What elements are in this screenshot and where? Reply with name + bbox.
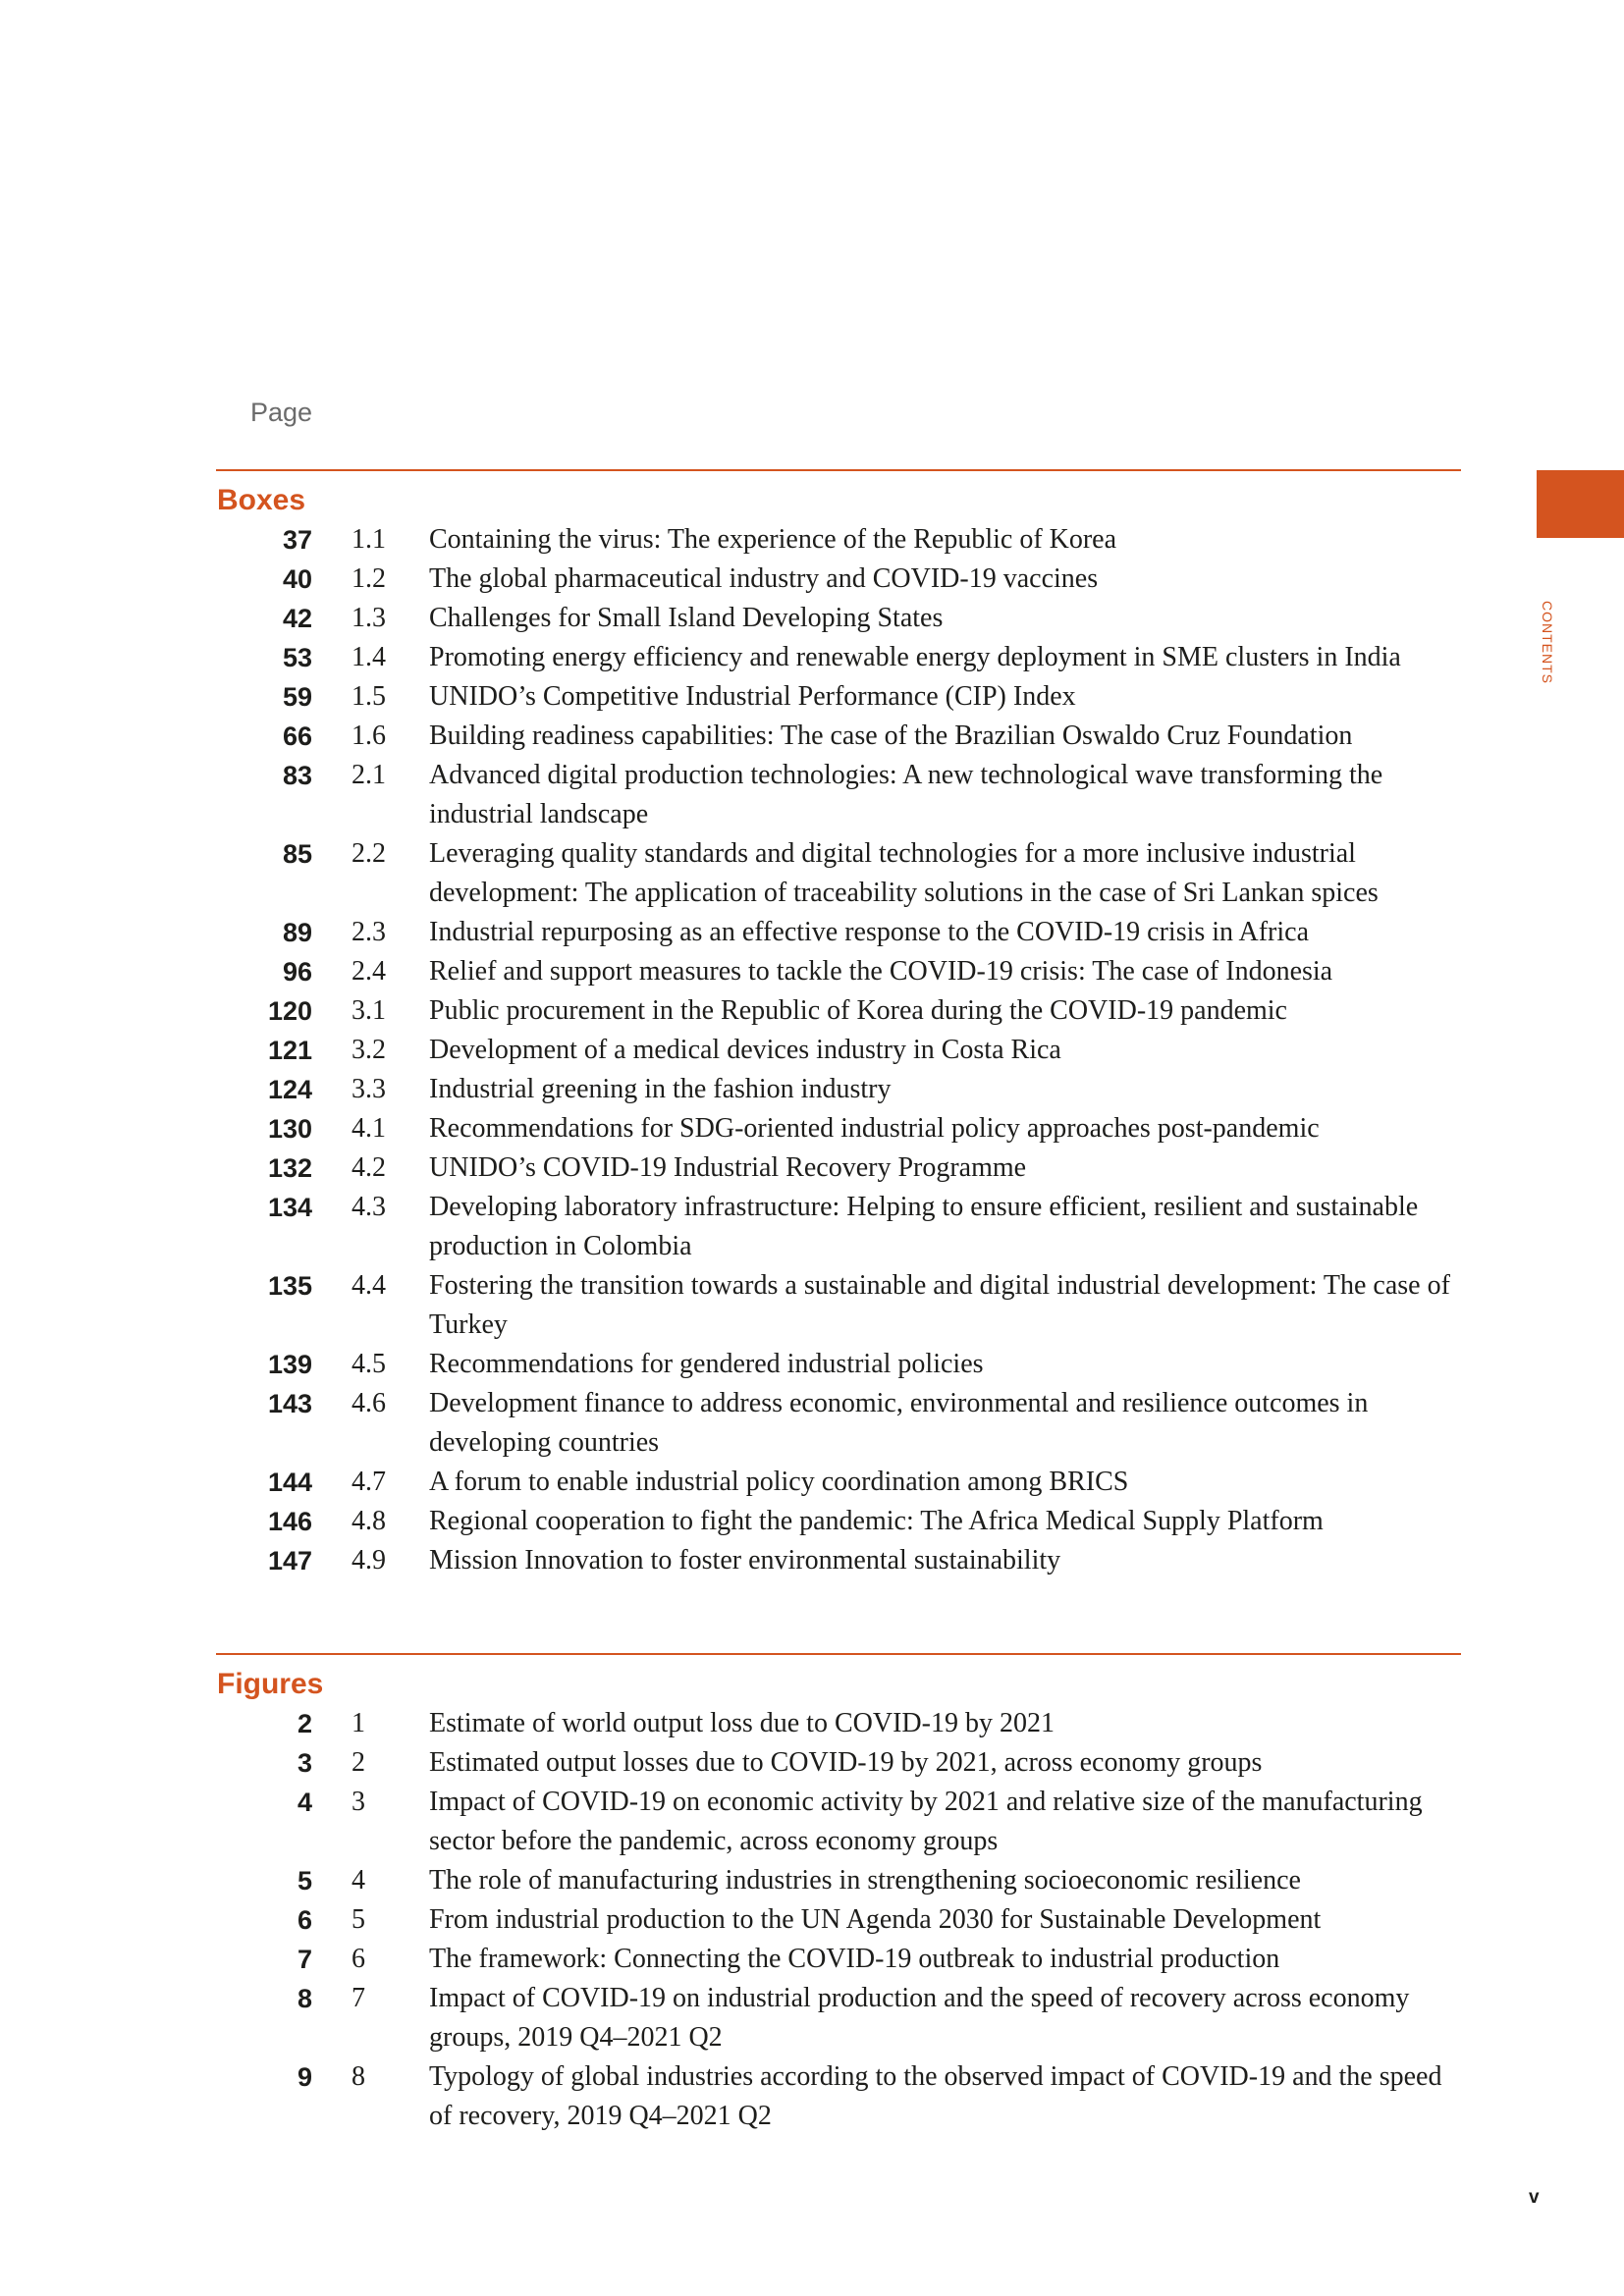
toc-entry[interactable] xyxy=(0,520,1624,560)
toc-entry[interactable] xyxy=(0,1031,1624,1070)
toc-entry[interactable] xyxy=(0,717,1624,756)
toc-entry-title: Containing the virus: The experience of the Republic of Korea xyxy=(429,524,1117,555)
toc-entry-page: 89 xyxy=(282,918,312,947)
toc-entry-title: Building readiness capabilities: The case of the Brazilian Oswaldo Cruz Foundation xyxy=(429,721,1353,751)
toc-entry-title: Advanced digital production technologies: A new technological wave transforming the industrial landscape xyxy=(429,760,1383,829)
toc-entry-page: 135 xyxy=(267,1271,312,1301)
toc-entry-title: Recommendations for gendered industrial policies xyxy=(429,1349,984,1379)
toc-entry-title: Development finance to address economic, environmental and resilience outcomes in developing countries xyxy=(429,1388,1369,1458)
toc-entry-page: 130 xyxy=(267,1114,312,1144)
toc-entry-title: Estimated output losses due to COVID-19 by 2021, across economy groups xyxy=(429,1747,1263,1778)
toc-entry-number: 2.4 xyxy=(352,956,386,987)
toc-entry-title: Regional cooperation to fight the pandemic: The Africa Medical Supply Platform xyxy=(429,1506,1324,1536)
toc-entry-page: 85 xyxy=(282,839,312,869)
toc-entry-page: 139 xyxy=(267,1350,312,1379)
toc-entry-page: 37 xyxy=(282,525,312,555)
toc-entry-number: 4.5 xyxy=(352,1349,386,1379)
toc-entry-page: 146 xyxy=(267,1507,312,1536)
toc-entry[interactable] xyxy=(0,1743,1624,1783)
boxes-divider xyxy=(216,469,1461,471)
boxes-heading: Boxes xyxy=(217,484,306,516)
toc-entry-number: 3.2 xyxy=(352,1035,386,1065)
toc-entry-page: 2 xyxy=(297,1709,312,1738)
toc-entry-number: 6 xyxy=(352,1944,365,1974)
toc-entry-title: The global pharmaceutical industry and COVID-19 vaccines xyxy=(429,563,1099,594)
toc-entry[interactable] xyxy=(0,1070,1624,1109)
toc-entry[interactable] xyxy=(0,1704,1624,1743)
toc-entry-number: 7 xyxy=(352,1983,365,2013)
toc-entry-page: 59 xyxy=(282,682,312,712)
toc-entry-number: 5 xyxy=(352,1904,365,1935)
toc-entry-number: 2.1 xyxy=(352,760,386,790)
toc-entry[interactable] xyxy=(0,1266,1624,1345)
figures-divider xyxy=(216,1653,1461,1655)
toc-entry-page: 9 xyxy=(297,2062,312,2092)
toc-entry-page: 8 xyxy=(297,1984,312,2013)
toc-entry-title: Recommendations for SDG-oriented industrial policy approaches post-pandemic xyxy=(429,1113,1320,1144)
toc-entry-title: Leveraging quality standards and digital technologies for a more inclusive industrial development: The application of traceability solutions in the case of Sri Lankan spices xyxy=(429,838,1379,908)
toc-entry[interactable] xyxy=(0,1463,1624,1502)
toc-entry-number: 4 xyxy=(352,1865,365,1896)
toc-entry-page: 132 xyxy=(267,1153,312,1183)
toc-entry[interactable] xyxy=(0,638,1624,677)
toc-entry-title: Relief and support measures to tackle the COVID-19 crisis: The case of Indonesia xyxy=(429,956,1333,987)
toc-entry-number: 4.8 xyxy=(352,1506,386,1536)
toc-entry[interactable] xyxy=(0,756,1624,834)
toc-entry-number: 4.3 xyxy=(352,1192,386,1222)
toc-entry-title: Fostering the transition towards a sustainable and digital industrial development: The case of Turkey xyxy=(429,1270,1450,1340)
toc-entry-title: Promoting energy efficiency and renewable energy deployment in SME clusters in India xyxy=(429,642,1401,672)
toc-entry-number: 4.9 xyxy=(352,1545,386,1575)
toc-entry[interactable] xyxy=(0,913,1624,952)
toc-entry[interactable] xyxy=(0,1109,1624,1148)
toc-entry-title: Developing laboratory infrastructure: Helping to ensure efficient, resilient and sustainable production in Colombia xyxy=(429,1192,1419,1261)
toc-entry-page: 121 xyxy=(267,1036,312,1065)
toc-entry-number: 2 xyxy=(352,1747,365,1778)
toc-entry-number: 4.7 xyxy=(352,1467,386,1497)
toc-entry[interactable] xyxy=(0,1900,1624,1940)
toc-entry-title: The role of manufacturing industries in strengthening socioeconomic resilience xyxy=(429,1865,1301,1896)
toc-entry-number: 2.3 xyxy=(352,917,386,947)
toc-entry-title: Impact of COVID-19 on industrial production and the speed of recovery across economy groups, 2019 Q4–2021 Q2 xyxy=(429,1983,1410,2053)
toc-entry-page: 134 xyxy=(267,1193,312,1222)
toc-entry[interactable] xyxy=(0,1861,1624,1900)
toc-entry[interactable] xyxy=(0,677,1624,717)
toc-entry-title: UNIDO’s Competitive Industrial Performance (CIP) Index xyxy=(429,681,1076,712)
toc-entry-title: UNIDO’s COVID-19 Industrial Recovery Programme xyxy=(429,1152,1027,1183)
toc-entry-title: Typology of global industries according to the observed impact of COVID-19 and the speed of recovery, 2019 Q4–2021 Q2 xyxy=(429,2061,1442,2131)
toc-entry-page: 40 xyxy=(282,564,312,594)
toc-entry[interactable] xyxy=(0,834,1624,913)
toc-entry[interactable] xyxy=(0,1148,1624,1188)
toc-entry-number: 1.3 xyxy=(352,603,386,633)
boxes-list xyxy=(0,520,1624,1580)
toc-entry-title: From industrial production to the UN Agenda 2030 for Sustainable Development xyxy=(429,1904,1322,1935)
toc-entry-page: 5 xyxy=(297,1866,312,1896)
toc-entry-title: Industrial repurposing as an effective response to the COVID-19 crisis in Africa xyxy=(429,917,1310,947)
toc-entry-page: 124 xyxy=(267,1075,312,1104)
toc-entry[interactable] xyxy=(0,1541,1624,1580)
toc-entry[interactable] xyxy=(0,1188,1624,1266)
toc-entry-number: 4.1 xyxy=(352,1113,386,1144)
toc-entry-title: Impact of COVID-19 on economic activity by 2021 and relative size of the manufacturing sector before the pandemic, across economy groups xyxy=(429,1787,1423,1856)
toc-entry-number: 3.1 xyxy=(352,995,386,1026)
toc-entry-number: 8 xyxy=(352,2061,365,2092)
toc-entry-title: Development of a medical devices industry in Costa Rica xyxy=(429,1035,1061,1065)
toc-entry-page: 147 xyxy=(267,1546,312,1575)
toc-entry-page: 4 xyxy=(297,1788,312,1817)
toc-entry-page: 7 xyxy=(297,1945,312,1974)
figures-heading: Figures xyxy=(217,1668,324,1700)
toc-entry[interactable] xyxy=(0,2057,1624,2136)
toc-entry-number: 3 xyxy=(352,1787,365,1817)
toc-entry-page: 96 xyxy=(282,957,312,987)
contents-tab-marker xyxy=(1537,470,1624,538)
toc-entry-page: 120 xyxy=(267,996,312,1026)
toc-entry-title: Public procurement in the Republic of Korea during the COVID-19 pandemic xyxy=(429,995,1287,1026)
toc-entry[interactable] xyxy=(0,1940,1624,1979)
page-number: v xyxy=(1529,2187,1540,2208)
contents-side-label: CONTENTS xyxy=(1540,601,1555,684)
toc-entry-number: 1.4 xyxy=(352,642,386,672)
toc-entry-page: 144 xyxy=(267,1468,312,1497)
toc-entry-page: 66 xyxy=(282,721,312,751)
toc-entry-page: 6 xyxy=(297,1905,312,1935)
toc-entry-title: The framework: Connecting the COVID-19 outbreak to industrial production xyxy=(429,1944,1280,1974)
toc-entry-title: Estimate of world output loss due to COVID-19 by 2021 xyxy=(429,1708,1055,1738)
toc-entry-page: 42 xyxy=(282,604,312,633)
toc-entry-title: A forum to enable industrial policy coordination among BRICS xyxy=(429,1467,1129,1497)
toc-entry-number: 1 xyxy=(352,1708,365,1738)
toc-entry[interactable] xyxy=(0,991,1624,1031)
toc-entry[interactable] xyxy=(0,1502,1624,1541)
page-column-label: Page xyxy=(250,398,313,427)
toc-entry[interactable] xyxy=(0,560,1624,599)
toc-entry-number: 4.2 xyxy=(352,1152,386,1183)
toc-entry[interactable] xyxy=(0,1979,1624,2057)
toc-entry-page: 83 xyxy=(282,761,312,790)
toc-entry[interactable] xyxy=(0,599,1624,638)
figures-list xyxy=(0,1704,1624,2136)
toc-entry-number: 2.2 xyxy=(352,838,386,869)
toc-entry-number: 1.5 xyxy=(352,681,386,712)
toc-entry[interactable] xyxy=(0,1345,1624,1384)
toc-entry-title: Challenges for Small Island Developing States xyxy=(429,603,944,633)
toc-entry-title: Industrial greening in the fashion industry xyxy=(429,1074,892,1104)
toc-entry[interactable] xyxy=(0,952,1624,991)
toc-entry-title: Mission Innovation to foster environmental sustainability xyxy=(429,1545,1061,1575)
toc-entry-page: 53 xyxy=(282,643,312,672)
toc-entry-page: 3 xyxy=(297,1748,312,1778)
toc-entry-number: 4.6 xyxy=(352,1388,386,1418)
toc-entry[interactable] xyxy=(0,1384,1624,1463)
toc-entry-page: 143 xyxy=(267,1389,312,1418)
toc-entry-number: 1.2 xyxy=(352,563,386,594)
toc-entry-number: 4.4 xyxy=(352,1270,386,1301)
toc-entry-number: 3.3 xyxy=(352,1074,386,1104)
toc-entry-number: 1.6 xyxy=(352,721,386,751)
toc-entry[interactable] xyxy=(0,1783,1624,1861)
toc-entry-number: 1.1 xyxy=(352,524,386,555)
